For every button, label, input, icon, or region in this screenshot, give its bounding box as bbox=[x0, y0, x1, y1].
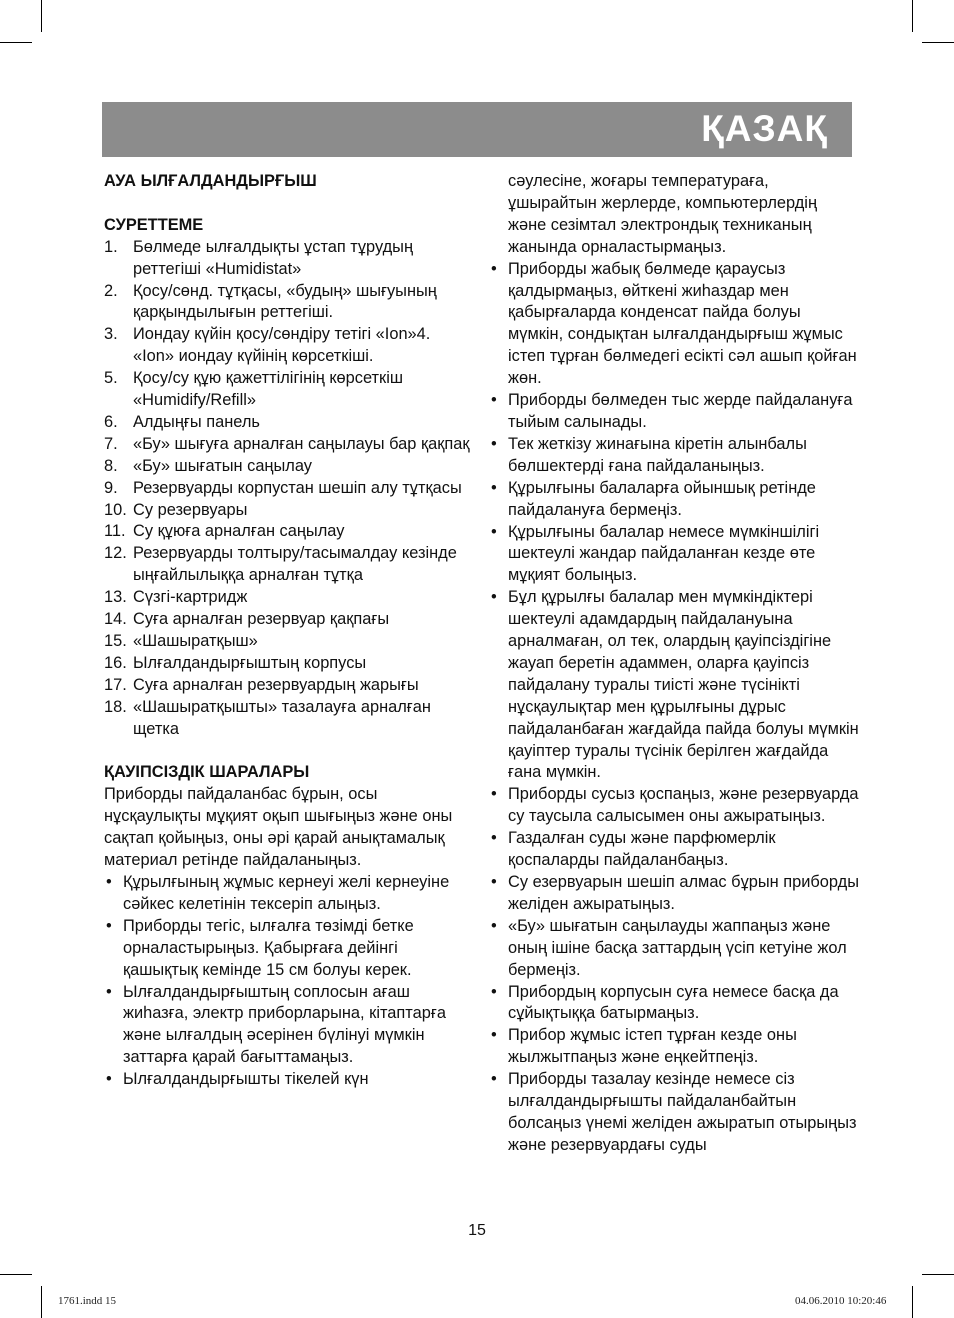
list-item bbox=[489, 587, 859, 784]
item-text: Ылғалдандырғыштың корпусы bbox=[133, 653, 367, 672]
safety-heading: ҚАУІПСІЗДІК ШАРАЛАРЫ bbox=[104, 763, 310, 782]
bullet-icon: • bbox=[491, 916, 497, 935]
item-number: 6. bbox=[104, 412, 118, 431]
item-text: Құрылғының жұмыс кернеуі желі кернеуіне сәйкес келетінін тексеріп алыңыз. bbox=[123, 872, 450, 913]
item-text: Су резервуары bbox=[133, 500, 248, 519]
bullet-icon: • bbox=[491, 1070, 497, 1089]
item-text: Иондау күйін қосу/сөндіру тетігі «Ion»4. «Ion» иондау күйінің көрсеткіші. bbox=[133, 325, 431, 366]
item-text: Газдалған суды және парфюмерлік қоспаларды пайдаланбаңыз. bbox=[508, 829, 776, 870]
item-text: Бұл құрылғы балалар мен мүмкіндіктері шектеулі адамдардың пайдалануына арналмаған, ол тек, олардың қауіпсіздігіне жауап беретін адаммен, оларға қауіпсіз пайдалану туралы тиісті және түсінікті нұсқаулықтар мен құрылғыны дұрыс пайдаланбаған жағдайда пайда болуы мүмкін қауіптер туралы түсінік берілген жағдайда ғана мүмкін. bbox=[508, 588, 859, 782]
list-item bbox=[489, 784, 859, 828]
item-text: Приборды сусыз қоспаңыз, және резервуарда су таусыла салысымен оны ажыратыңыз. bbox=[508, 785, 859, 826]
item-text: Алдыңғы панель bbox=[133, 412, 260, 431]
item-number: 12. bbox=[104, 544, 127, 563]
list-item bbox=[489, 828, 859, 872]
safety-list-continued bbox=[489, 259, 859, 1157]
crop-mark bbox=[912, 1286, 913, 1318]
item-text: «Бу» шығуға арналған саңылауы бар қақпақ bbox=[133, 434, 470, 453]
item-text: Бөлмеде ылғалдықты ұстап тұрудың реттегіші «Humidistat» bbox=[133, 237, 413, 278]
list-item bbox=[104, 1069, 472, 1091]
language-title: ҚАЗАҚ bbox=[701, 108, 828, 149]
bullet-icon: • bbox=[491, 478, 497, 497]
bullet-icon: • bbox=[491, 434, 497, 453]
crop-mark bbox=[922, 1274, 954, 1275]
list-item bbox=[104, 324, 472, 368]
list-item bbox=[104, 697, 472, 741]
list-item bbox=[104, 916, 472, 982]
item-text: Су езервуарын шешіп алмас бұрын приборды желіден ажыратыңыз. bbox=[508, 873, 859, 913]
bullet-icon: • bbox=[106, 1070, 112, 1089]
item-text: Прибор жұмыс істеп тұрған кезде оны жылжытпаңыз және еңкейтпеңіз. bbox=[508, 1026, 797, 1067]
bullet-icon: • bbox=[491, 588, 497, 607]
bullet-icon: • bbox=[491, 391, 497, 410]
bullet-icon: • bbox=[491, 1026, 497, 1045]
item-number: 14. bbox=[104, 610, 127, 629]
list-item bbox=[104, 500, 472, 522]
item-number: 2. bbox=[104, 281, 118, 300]
item-number: 1. bbox=[104, 237, 118, 256]
crop-mark bbox=[912, 0, 913, 32]
product-title: АУА ЫЛҒАЛДАНДЫРҒЫШ bbox=[104, 172, 317, 190]
list-item bbox=[104, 412, 472, 434]
bullet-icon: • bbox=[491, 259, 497, 278]
item-text: Резервуарды корпустан шешіп алу тұтқасы bbox=[133, 478, 462, 497]
list-item bbox=[104, 675, 472, 697]
item-text: Прибордың корпусын суға немесе басқа да сұйықтыққа батырмаңыз. bbox=[508, 982, 839, 1023]
list-item bbox=[489, 872, 859, 916]
item-text: Қосу/су құю қажеттілігінің көрсеткіш «Humidify/Refill» bbox=[133, 369, 404, 410]
item-text: Құрылғыны балалар немесе мүмкіншілігі шектеулі жандар пайдаланған кезде өте мұқият болыңыз. bbox=[508, 522, 820, 585]
list-item bbox=[104, 982, 472, 1070]
item-text: Су құюға арналған саңылау bbox=[133, 522, 345, 541]
item-text: Құрылғыны балаларға ойыншық ретінде пайдалануға бермеңіз. bbox=[508, 478, 816, 519]
safety-intro: Приборды пайдаланбас бұрын, осы нұсқаулықты мұқият оқып шығыңыз және оны сақтап қойыңыз, оны әрі қарай анықтамалық материал ретінде пайдаланыңыз. bbox=[104, 785, 453, 870]
left-column bbox=[104, 171, 472, 1091]
bullet-icon: • bbox=[491, 829, 497, 848]
item-number: 8. bbox=[104, 456, 118, 475]
list-item bbox=[104, 368, 472, 412]
item-text: «Бу» шығатын саңылау bbox=[133, 456, 312, 475]
crop-mark bbox=[0, 42, 32, 43]
item-number: 5. bbox=[104, 369, 118, 388]
description-heading: СУРЕТТЕМЕ bbox=[104, 215, 204, 234]
list-item bbox=[104, 587, 472, 609]
item-text: Приборды бөлмеден тыс жерде пайдалануға тыйым салынады. bbox=[508, 391, 853, 431]
bullet-icon: • bbox=[491, 873, 497, 891]
item-text: Қосу/сөнд. тұтқасы, «будың» шығуының қарқындылығын реттегіші. bbox=[133, 281, 437, 322]
crop-mark bbox=[41, 0, 42, 32]
list-item bbox=[104, 478, 472, 500]
bullet-icon: • bbox=[491, 785, 497, 804]
list-item bbox=[489, 478, 859, 522]
list-item bbox=[489, 522, 859, 588]
item-number: 9. bbox=[104, 478, 118, 497]
list-item bbox=[489, 982, 859, 1026]
item-text: Приборды тегіс, ылғалға төзімді бетке орналастырыңыз. Қабырғаға дейінгі қашықтық кемінде 15 см болуы керек. bbox=[123, 916, 414, 979]
crop-mark bbox=[922, 42, 954, 43]
item-number: 16. bbox=[104, 653, 127, 672]
list-item bbox=[489, 434, 859, 478]
item-number: 7. bbox=[104, 434, 118, 453]
item-text: Ылғалдандырғыштың соплосын ағаш жиһазға, электр приборларына, кітаптарға және ылғалдың әсерінен бүлінуі мүмкін заттарға қарай бағыттамаңыз. bbox=[123, 982, 446, 1067]
list-item bbox=[104, 521, 472, 543]
continuation-text: сәулесіне, жоғары температураға, ұшырайтын жерлерде, компьютерлердің және сезімтал электрондық техниканың жанында орналастырмаңыз. bbox=[508, 172, 818, 256]
item-text: Резервуарды толтыру/тасымалдау кезінде ыңғайлылыққа арналған тұтқа bbox=[133, 544, 457, 585]
page-number: 15 bbox=[468, 1222, 486, 1239]
bullet-icon: • bbox=[106, 982, 112, 1001]
item-text: Ылғалдандырғышты тікелей күн bbox=[123, 1070, 369, 1089]
bullet-icon: • bbox=[106, 872, 112, 891]
item-number: 15. bbox=[104, 632, 127, 651]
bullet-icon: • bbox=[491, 982, 497, 1001]
list-item bbox=[104, 434, 472, 456]
item-text: Тек жеткізу жинағына кіретін алынбалы бөлшектерді ғана пайдаланыңыз. bbox=[508, 434, 807, 475]
parts-list bbox=[104, 237, 472, 741]
safety-list bbox=[104, 872, 472, 1091]
bullet-icon: • bbox=[491, 522, 497, 541]
list-item bbox=[104, 281, 472, 325]
list-item bbox=[489, 259, 859, 390]
item-text: «Бу» шығатын саңылауды жаппаңыз және оның ішіне басқа заттардың үсіп кетуіне жол бермеңіз. bbox=[508, 916, 847, 979]
item-number: 3. bbox=[104, 325, 118, 344]
item-number: 13. bbox=[104, 588, 127, 607]
crop-mark bbox=[0, 1274, 32, 1275]
item-number: 18. bbox=[104, 697, 127, 716]
item-text: Приборды тазалау кезінде немесе сіз ылғалдандырғышты пайдаланбайтын болсаңыз үнемі желіден ажыратып отырыңыз және резервуардағы суды bbox=[508, 1070, 857, 1154]
crop-mark bbox=[41, 1286, 42, 1318]
list-item bbox=[104, 456, 472, 478]
item-text: «Шашыратқыш» bbox=[133, 632, 258, 651]
list-item bbox=[489, 390, 859, 434]
bullet-icon: • bbox=[106, 916, 112, 935]
item-text: Приборды жабық бөлмеде қараусыз қалдырмаңыз, өйткені жиһаздар мен қабырғаларда конденсат пайда болуы мүмкін, сондықтан ылғалдандырғыш жұмыс істеп тұрған бөлмедегі есікті сәл ашып қойған жөн. bbox=[508, 259, 857, 388]
list-item bbox=[489, 916, 859, 982]
item-text: Суға арналған резервуардың жарығы bbox=[133, 675, 419, 694]
list-item bbox=[104, 237, 472, 281]
file-name: 1761.indd 15 bbox=[58, 1295, 117, 1307]
item-text: «Шашыратқышты» тазалауға арналған щетка bbox=[133, 697, 431, 738]
list-item bbox=[489, 1069, 859, 1157]
item-number: 17. bbox=[104, 675, 127, 694]
list-item bbox=[104, 872, 472, 916]
timestamp: 04.06.2010 10:20:46 bbox=[795, 1295, 887, 1307]
right-column bbox=[489, 171, 859, 1157]
item-text: Суға арналған резервуар қақпағы bbox=[133, 610, 390, 629]
list-item bbox=[104, 609, 472, 631]
list-item bbox=[104, 543, 472, 587]
item-text: Сүзгі-картридж bbox=[133, 588, 248, 607]
item-number: 11. bbox=[104, 522, 126, 541]
item-number: 10. bbox=[104, 500, 127, 519]
list-item bbox=[104, 631, 472, 653]
list-item bbox=[489, 1025, 859, 1069]
list-item bbox=[104, 653, 472, 675]
language-banner bbox=[102, 102, 852, 157]
